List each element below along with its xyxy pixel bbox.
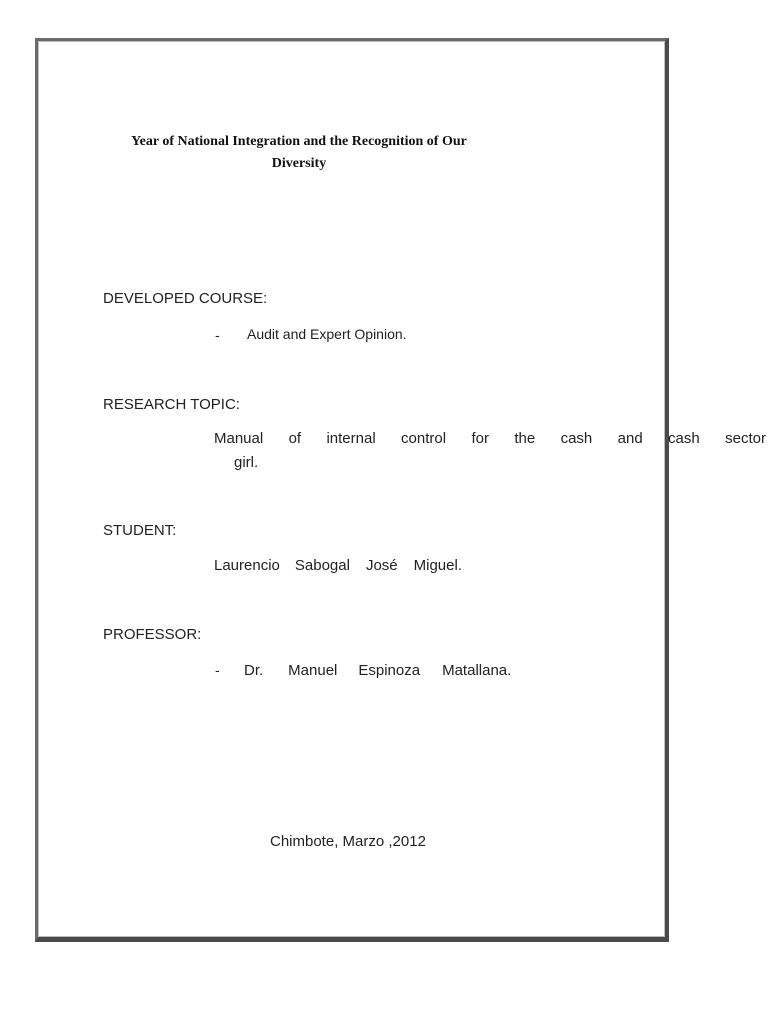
title-line-1: Year of National Integration and the Recognition of Our — [131, 134, 467, 149]
topic-word: of — [288, 430, 302, 447]
student-name — [214, 557, 462, 574]
document-title — [96, 131, 502, 175]
professor-name-word: Matallana. — [442, 662, 512, 679]
professor-name-word: Dr. — [244, 662, 264, 679]
topic-word: cash — [560, 430, 593, 447]
topic-word: the — [514, 430, 536, 447]
student-name-word: José — [365, 557, 398, 574]
research-topic-line-1 — [214, 430, 766, 447]
student-name-word: Sabogal — [294, 557, 350, 574]
student-label: STUDENT: — [103, 522, 177, 539]
title-line-2: Diversity — [271, 156, 327, 171]
topic-word: control — [401, 430, 447, 447]
topic-word: cash — [668, 430, 700, 447]
topic-word: for — [471, 430, 489, 447]
place-date: Chimbote, Marzo ,2012 — [270, 833, 426, 850]
professor-name-word: Espinoza — [358, 662, 421, 679]
student-name-word: Laurencio — [214, 557, 280, 574]
course-value: Audit and Expert Opinion. — [247, 326, 407, 342]
professor-label: PROFESSOR: — [103, 626, 202, 643]
topic-word: and — [617, 430, 643, 447]
professor-bullet: - — [215, 662, 220, 678]
research-topic-label: RESEARCH TOPIC: — [103, 396, 240, 413]
student-name-word: Miguel. — [413, 557, 462, 574]
topic-word: internal — [326, 430, 376, 447]
developed-course-label: DEVELOPED COURSE: — [103, 290, 268, 307]
professor-name — [244, 662, 511, 679]
research-topic-line-2: girl. — [234, 454, 259, 471]
professor-name-word: Manuel — [288, 662, 338, 679]
topic-word: sector — [725, 430, 766, 447]
course-bullet: - — [215, 327, 220, 343]
topic-word: Manual — [214, 430, 264, 447]
